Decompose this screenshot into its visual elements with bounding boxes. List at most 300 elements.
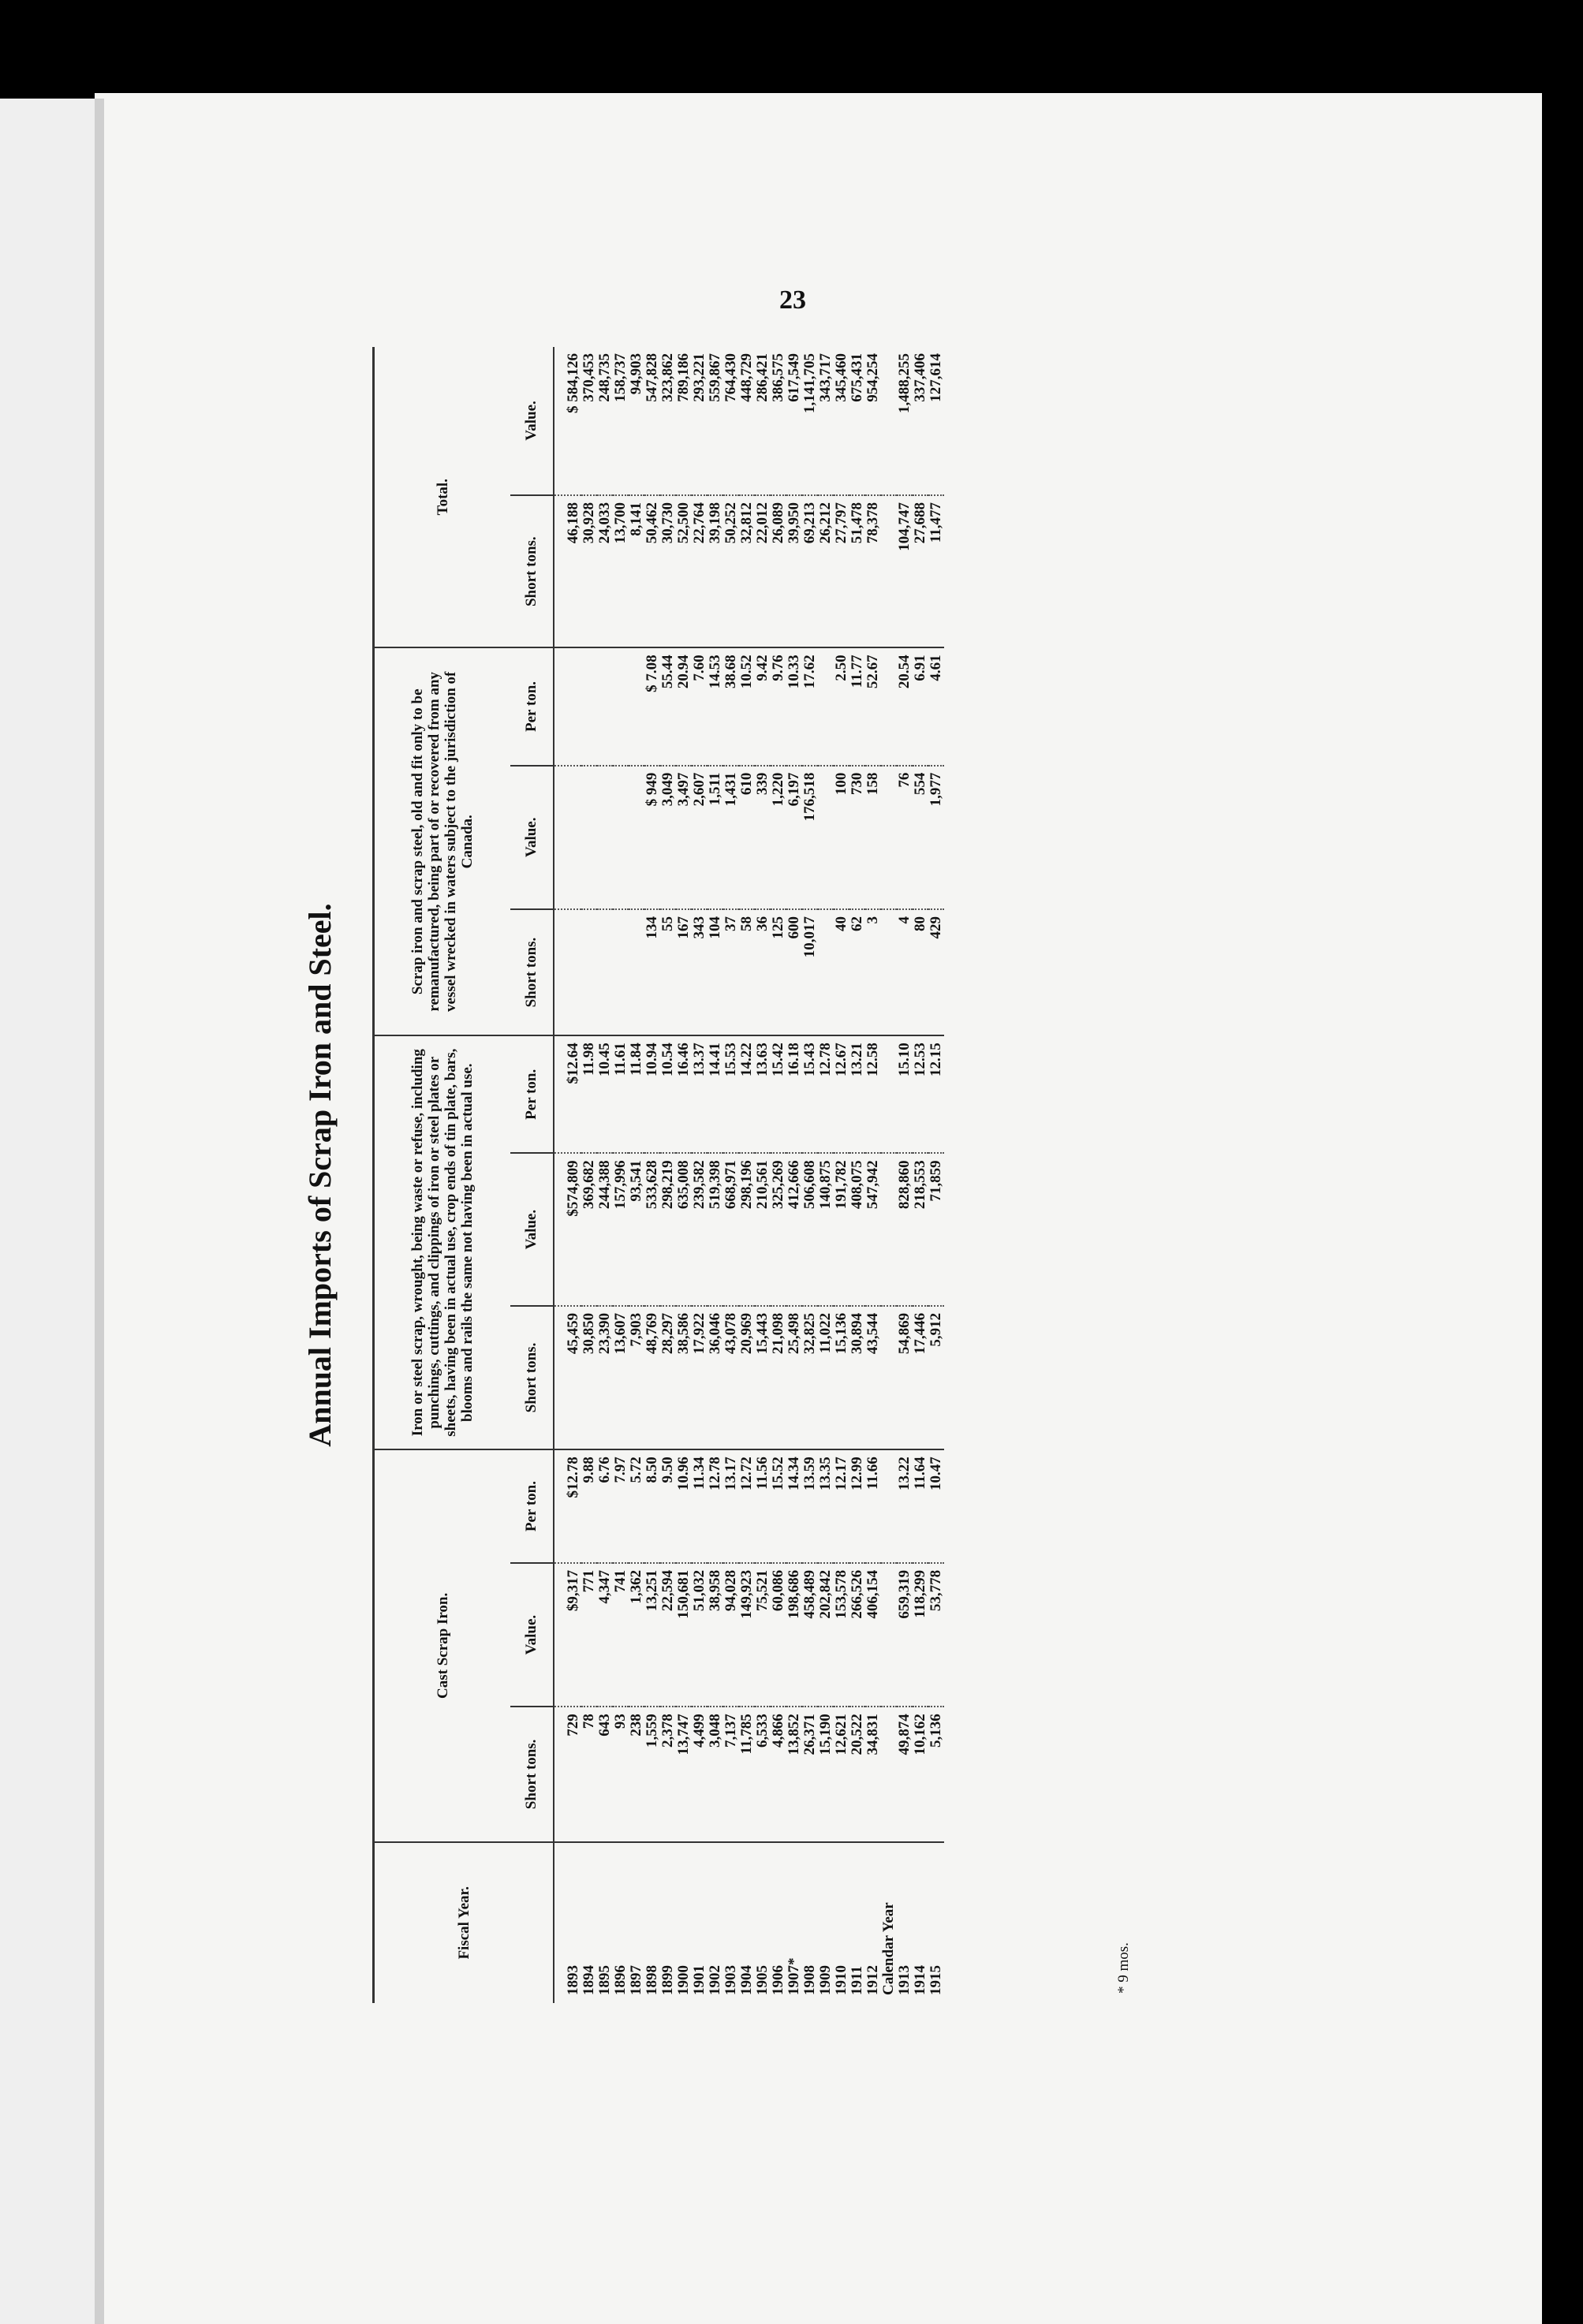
wrought-value-cell: 325,269 bbox=[771, 1153, 786, 1305]
wrought-per-ton-cell: 12.67 bbox=[834, 1035, 849, 1153]
cast-short-tons-cell: 49,874 bbox=[897, 1707, 913, 1841]
wrought-short-tons-cell: 15,443 bbox=[755, 1306, 771, 1449]
wrought-per-ton-cell: 12.15 bbox=[928, 1035, 944, 1153]
left-page-edge bbox=[0, 99, 95, 2324]
reman-short-tons-cell: 40 bbox=[834, 909, 849, 1035]
reman-short-tons-cell: 4 bbox=[897, 909, 913, 1035]
reman-value-cell: 158 bbox=[865, 766, 881, 909]
total-short-tons-cell: 32,812 bbox=[739, 495, 755, 647]
wrought-short-tons-cell: 38,586 bbox=[676, 1306, 692, 1449]
wrought-short-tons-header: Short tons. bbox=[510, 1306, 554, 1449]
year-cell: 1893 bbox=[565, 1965, 581, 1995]
reman-short-tons-cell bbox=[554, 909, 581, 1035]
cast-value-cell: 94,028 bbox=[723, 1563, 739, 1707]
imports-table bbox=[372, 347, 944, 2003]
total-short-tons-cell: 69,213 bbox=[802, 495, 818, 647]
total-short-tons-cell: 50,462 bbox=[644, 495, 660, 647]
wrought-short-tons-cell: 23,390 bbox=[597, 1306, 613, 1449]
cast-value-cell: 4,347 bbox=[597, 1563, 613, 1707]
reman-per-ton-cell bbox=[554, 647, 581, 765]
wrought-value-cell: $574,809 bbox=[554, 1153, 581, 1305]
year-cell: 1897 bbox=[628, 1965, 644, 1995]
wrought-value-cell bbox=[881, 1153, 897, 1305]
fiscal-year-header: Fiscal Year. bbox=[374, 1842, 554, 2003]
cast-short-tons-cell: 6,533 bbox=[755, 1707, 771, 1841]
total-value-cell: 547,828 bbox=[644, 347, 660, 495]
cast-value-cell: 51,032 bbox=[692, 1563, 707, 1707]
reman-value-cell: 339 bbox=[755, 766, 771, 909]
reman-per-ton-cell: 52.67 bbox=[865, 647, 881, 765]
cast-per-ton-cell: 9.88 bbox=[581, 1449, 597, 1563]
wrought-value-cell: 533,628 bbox=[644, 1153, 660, 1305]
wrought-short-tons-cell: 20,969 bbox=[739, 1306, 755, 1449]
year-cell: 1912 bbox=[864, 1965, 881, 1995]
wrought-value-cell: 506,608 bbox=[802, 1153, 818, 1305]
wrought-per-ton-cell: 15.43 bbox=[802, 1035, 818, 1153]
reman-short-tons-header: Short tons. bbox=[510, 909, 554, 1035]
cast-per-ton-cell: 13.35 bbox=[818, 1449, 834, 1563]
cast-value-cell: 60,086 bbox=[771, 1563, 786, 1707]
wrought-per-ton-cell: 16.46 bbox=[676, 1035, 692, 1153]
year-cell: 1899 bbox=[659, 1965, 676, 1995]
total-short-tons-cell: 46,188 bbox=[554, 495, 581, 647]
total-value-header: Value. bbox=[510, 347, 554, 495]
table-row bbox=[739, 347, 755, 2003]
reman-value-cell bbox=[629, 766, 644, 909]
cast-short-tons-cell: 26,371 bbox=[802, 1707, 818, 1841]
reman-value-cell: 3,049 bbox=[660, 766, 676, 909]
reman-value-header: Value. bbox=[510, 766, 554, 909]
reman-per-ton-cell: 9.42 bbox=[755, 647, 771, 765]
table-row bbox=[771, 347, 786, 2003]
table-row bbox=[660, 347, 676, 2003]
total-short-tons-cell: 51,478 bbox=[849, 495, 865, 647]
reman-short-tons-cell: 62 bbox=[849, 909, 865, 1035]
reman-short-tons-cell: 58 bbox=[739, 909, 755, 1035]
reman-short-tons-cell: 600 bbox=[786, 909, 802, 1035]
wrought-per-ton-cell: 11.84 bbox=[629, 1035, 644, 1153]
wrought-short-tons-cell: 30,850 bbox=[581, 1306, 597, 1449]
reman-per-ton-cell: 10.52 bbox=[739, 647, 755, 765]
wrought-per-ton-cell: 11.98 bbox=[581, 1035, 597, 1153]
wrought-value-cell: 239,582 bbox=[692, 1153, 707, 1305]
cast-value-cell: 266,526 bbox=[849, 1563, 865, 1707]
total-value-cell: 293,221 bbox=[692, 347, 707, 495]
table-row bbox=[644, 347, 660, 2003]
total-value-cell: 286,421 bbox=[755, 347, 771, 495]
cast-short-tons-cell: 643 bbox=[597, 1707, 613, 1841]
cast-value-cell: 118,299 bbox=[913, 1563, 928, 1707]
wrought-per-ton-cell: 11.61 bbox=[613, 1035, 629, 1153]
cast-short-tons-cell: 93 bbox=[613, 1707, 629, 1841]
total-value-cell: 559,867 bbox=[707, 347, 723, 495]
wrought-short-tons-cell: 45,459 bbox=[554, 1306, 581, 1449]
wrought-per-ton-cell: 10.45 bbox=[597, 1035, 613, 1153]
total-value-cell: 617,549 bbox=[786, 347, 802, 495]
year-cell: 1913 bbox=[896, 1965, 913, 1995]
total-value-cell: 337,406 bbox=[913, 347, 928, 495]
cast-value-cell: 659,319 bbox=[897, 1563, 913, 1707]
reman-value-cell bbox=[613, 766, 629, 909]
reman-per-ton-cell bbox=[581, 647, 597, 765]
cast-per-ton-cell: 10.96 bbox=[676, 1449, 692, 1563]
reman-short-tons-cell: 167 bbox=[676, 909, 692, 1035]
year-cell: 1914 bbox=[912, 1965, 928, 1995]
table-row bbox=[554, 347, 581, 2003]
wrought-short-tons-cell: 17,922 bbox=[692, 1306, 707, 1449]
table-row bbox=[881, 347, 897, 2003]
reman-short-tons-cell bbox=[818, 909, 834, 1035]
page-title: Annual Imports of Scrap Iron and Steel. bbox=[302, 903, 338, 1447]
cast-per-ton-cell: $12.78 bbox=[554, 1449, 581, 1563]
cast-value-header: Value. bbox=[510, 1563, 554, 1707]
reman-value-cell: 1,977 bbox=[928, 766, 944, 909]
cast-value-cell: $9,317 bbox=[554, 1563, 581, 1707]
reman-short-tons-cell: 37 bbox=[723, 909, 739, 1035]
cast-per-ton-cell: 12.72 bbox=[739, 1449, 755, 1563]
total-short-tons-cell: 22,012 bbox=[755, 495, 771, 647]
wrought-short-tons-cell: 43,544 bbox=[865, 1306, 881, 1449]
reman-value-cell: 1,220 bbox=[771, 766, 786, 909]
reman-value-cell: 76 bbox=[897, 766, 913, 909]
wrought-scrap-header: Iron or steel scrap, wrought, being waste or refuse, including punchings, cuttings, and clippings of iron or steel plates or sheets, having been in actual use, crop ends of tin plate, bars, blooms and rails the same not having been in actual use. bbox=[374, 1035, 511, 1449]
wrought-value-cell: 71,859 bbox=[928, 1153, 944, 1305]
wrought-value-cell: 408,075 bbox=[849, 1153, 865, 1305]
table-row bbox=[692, 347, 707, 2003]
wrought-value-cell: 635,008 bbox=[676, 1153, 692, 1305]
cast-short-tons-cell: 3,048 bbox=[707, 1707, 723, 1841]
total-short-tons-cell: 24,033 bbox=[597, 495, 613, 647]
wrought-per-ton-cell: 12.53 bbox=[913, 1035, 928, 1153]
cast-short-tons-cell: 10,162 bbox=[913, 1707, 928, 1841]
cast-scrap-header: Cast Scrap Iron. bbox=[374, 1449, 511, 1841]
cast-value-cell: 198,686 bbox=[786, 1563, 802, 1707]
cast-value-cell: 150,681 bbox=[676, 1563, 692, 1707]
total-short-tons-cell: 30,928 bbox=[581, 495, 597, 647]
wrought-per-ton-cell: 10.94 bbox=[644, 1035, 660, 1153]
wrought-value-cell: 519,398 bbox=[707, 1153, 723, 1305]
total-value-cell: 343,717 bbox=[818, 347, 834, 495]
wrought-per-ton-cell: 12.58 bbox=[865, 1035, 881, 1153]
reman-short-tons-cell: 80 bbox=[913, 909, 928, 1035]
wrought-value-cell: 157,996 bbox=[613, 1153, 629, 1305]
reman-value-cell bbox=[554, 766, 581, 909]
wrought-value-cell: 412,666 bbox=[786, 1153, 802, 1305]
reman-per-ton-cell: 20.54 bbox=[897, 647, 913, 765]
cast-value-cell bbox=[881, 1563, 897, 1707]
total-short-tons-cell: 50,252 bbox=[723, 495, 739, 647]
cast-per-ton-cell: 13.59 bbox=[802, 1449, 818, 1563]
wrought-per-ton-cell: 10.54 bbox=[660, 1035, 676, 1153]
cast-per-ton-cell bbox=[881, 1449, 897, 1563]
total-value-cell: 386,575 bbox=[771, 347, 786, 495]
table-row bbox=[581, 347, 597, 2003]
reman-value-cell: 554 bbox=[913, 766, 928, 909]
wrought-per-ton-cell: 14.22 bbox=[739, 1035, 755, 1153]
table-row bbox=[802, 347, 818, 2003]
reman-per-ton-cell bbox=[629, 647, 644, 765]
wrought-per-ton-cell: 12.78 bbox=[818, 1035, 834, 1153]
cast-per-ton-cell: 14.34 bbox=[786, 1449, 802, 1563]
table-row bbox=[897, 347, 913, 2003]
table-row bbox=[629, 347, 644, 2003]
wrought-short-tons-cell: 21,098 bbox=[771, 1306, 786, 1449]
reman-value-cell bbox=[818, 766, 834, 909]
year-cell: Calendar Year bbox=[880, 1902, 897, 1995]
table-row bbox=[928, 347, 944, 2003]
reman-per-ton-cell: 17.62 bbox=[802, 647, 818, 765]
wrought-value-cell: 93,541 bbox=[629, 1153, 644, 1305]
wrought-short-tons-cell: 30,894 bbox=[849, 1306, 865, 1449]
wrought-per-ton-header: Per ton. bbox=[510, 1035, 554, 1153]
cast-per-ton-cell: 12.17 bbox=[834, 1449, 849, 1563]
cast-per-ton-cell: 11.66 bbox=[865, 1449, 881, 1563]
cast-value-cell: 1,362 bbox=[629, 1563, 644, 1707]
total-value-cell: $ 584,126 bbox=[554, 347, 581, 495]
reman-short-tons-cell: 10,017 bbox=[802, 909, 818, 1035]
reman-short-tons-cell: 343 bbox=[692, 909, 707, 1035]
wrought-per-ton-cell: 15.42 bbox=[771, 1035, 786, 1153]
table-row bbox=[913, 347, 928, 2003]
total-value-cell bbox=[881, 347, 897, 495]
total-short-tons-cell: 39,198 bbox=[707, 495, 723, 647]
reman-per-ton-header: Per ton. bbox=[510, 647, 554, 765]
wrought-value-cell: 298,219 bbox=[660, 1153, 676, 1305]
wrought-value-cell: 140,875 bbox=[818, 1153, 834, 1305]
wrought-per-ton-cell: 15.53 bbox=[723, 1035, 739, 1153]
cast-value-cell: 741 bbox=[613, 1563, 629, 1707]
cast-short-tons-cell: 13,852 bbox=[786, 1707, 802, 1841]
cast-value-cell: 458,489 bbox=[802, 1563, 818, 1707]
cast-short-tons-cell: 13,747 bbox=[676, 1707, 692, 1841]
total-value-cell: 323,862 bbox=[660, 347, 676, 495]
cast-short-tons-cell: 12,621 bbox=[834, 1707, 849, 1841]
reman-value-cell bbox=[597, 766, 613, 909]
table-row bbox=[723, 347, 739, 2003]
reman-value-cell: 176,518 bbox=[802, 766, 818, 909]
wrought-short-tons-cell bbox=[881, 1306, 897, 1449]
wrought-short-tons-cell: 13,607 bbox=[613, 1306, 629, 1449]
year-cell: 1905 bbox=[754, 1965, 771, 1995]
table-row bbox=[613, 347, 629, 2003]
total-short-tons-cell: 39,950 bbox=[786, 495, 802, 647]
page-gutter bbox=[95, 99, 104, 2324]
table-row bbox=[849, 347, 865, 2003]
cast-short-tons-cell: 5,136 bbox=[928, 1707, 944, 1841]
reman-value-cell: 2,607 bbox=[692, 766, 707, 909]
reman-per-ton-cell bbox=[818, 647, 834, 765]
total-value-cell: 370,453 bbox=[581, 347, 597, 495]
cast-value-cell: 38,958 bbox=[707, 1563, 723, 1707]
year-cell: 1902 bbox=[707, 1965, 723, 1995]
cast-short-tons-cell: 2,378 bbox=[660, 1707, 676, 1841]
table-row bbox=[755, 347, 771, 2003]
cast-short-tons-cell: 1,559 bbox=[644, 1707, 660, 1841]
year-cell: 1907* bbox=[786, 1957, 802, 1995]
wrought-value-cell: 210,561 bbox=[755, 1153, 771, 1305]
wrought-short-tons-cell: 48,769 bbox=[644, 1306, 660, 1449]
cast-per-ton-cell: 11.64 bbox=[913, 1449, 928, 1563]
wrought-value-cell: 298,196 bbox=[739, 1153, 755, 1305]
reman-value-cell bbox=[581, 766, 597, 909]
reman-short-tons-cell bbox=[629, 909, 644, 1035]
reman-per-ton-cell: 9.76 bbox=[771, 647, 786, 765]
total-header: Total. bbox=[374, 347, 511, 647]
reman-per-ton-cell: 2.50 bbox=[834, 647, 849, 765]
wrought-per-ton-cell bbox=[881, 1035, 897, 1153]
cast-value-cell: 22,594 bbox=[660, 1563, 676, 1707]
total-short-tons-cell: 52,500 bbox=[676, 495, 692, 647]
wrought-short-tons-cell: 15,136 bbox=[834, 1306, 849, 1449]
wrought-value-cell: 191,782 bbox=[834, 1153, 849, 1305]
cast-short-tons-cell bbox=[881, 1707, 897, 1841]
cast-per-ton-cell: 13.22 bbox=[897, 1449, 913, 1563]
reman-value-cell: $ 949 bbox=[644, 766, 660, 909]
cast-per-ton-cell: 11.56 bbox=[755, 1449, 771, 1563]
cast-per-ton-cell: 5.72 bbox=[629, 1449, 644, 1563]
wrought-per-ton-cell: 15.10 bbox=[897, 1035, 913, 1153]
table-row bbox=[597, 347, 613, 2003]
remanufacture-scrap-header: Scrap iron and scrap steel, old and fit only to be remanufactured, being part of or recovered from any vessel wrecked in waters subject to the jurisdiction of Canada. bbox=[374, 647, 511, 1035]
year-cell: 1909 bbox=[817, 1965, 834, 1995]
cast-value-cell: 771 bbox=[581, 1563, 597, 1707]
cast-per-ton-cell: 11.34 bbox=[692, 1449, 707, 1563]
year-cell: 1906 bbox=[770, 1965, 786, 1995]
table-row bbox=[676, 347, 692, 2003]
reman-per-ton-cell: $ 7.08 bbox=[644, 647, 660, 765]
total-value-cell: 675,431 bbox=[849, 347, 865, 495]
cast-short-tons-header: Short tons. bbox=[510, 1707, 554, 1841]
cast-short-tons-cell: 238 bbox=[629, 1707, 644, 1841]
reman-value-cell: 3,497 bbox=[676, 766, 692, 909]
total-value-cell: 345,460 bbox=[834, 347, 849, 495]
reman-short-tons-cell bbox=[597, 909, 613, 1035]
total-value-cell: 94,903 bbox=[629, 347, 644, 495]
table-row bbox=[707, 347, 723, 2003]
wrought-per-ton-cell: 13.37 bbox=[692, 1035, 707, 1153]
cast-value-cell: 53,778 bbox=[928, 1563, 944, 1707]
year-cell: 1898 bbox=[644, 1965, 660, 1995]
table-body bbox=[554, 347, 944, 2003]
wrought-per-ton-cell: 16.18 bbox=[786, 1035, 802, 1153]
cast-value-cell: 202,842 bbox=[818, 1563, 834, 1707]
reman-value-cell: 610 bbox=[739, 766, 755, 909]
cast-per-ton-cell: 6.76 bbox=[597, 1449, 613, 1563]
cast-short-tons-cell: 4,866 bbox=[771, 1707, 786, 1841]
cast-short-tons-cell: 7,137 bbox=[723, 1707, 739, 1841]
wrought-short-tons-cell: 11,022 bbox=[818, 1306, 834, 1449]
total-short-tons-cell: 27,688 bbox=[913, 495, 928, 647]
reman-value-cell bbox=[881, 766, 897, 909]
total-value-cell: 248,735 bbox=[597, 347, 613, 495]
wrought-value-cell: 828,860 bbox=[897, 1153, 913, 1305]
total-value-cell: 954,254 bbox=[865, 347, 881, 495]
total-value-cell: 448,729 bbox=[739, 347, 755, 495]
cast-value-cell: 149,923 bbox=[739, 1563, 755, 1707]
reman-per-ton-cell: 11.77 bbox=[849, 647, 865, 765]
reman-per-ton-cell: 55.44 bbox=[660, 647, 676, 765]
reman-short-tons-cell: 3 bbox=[865, 909, 881, 1035]
wrought-short-tons-cell: 17,446 bbox=[913, 1306, 928, 1449]
reman-per-ton-cell bbox=[613, 647, 629, 765]
total-short-tons-cell: 8,141 bbox=[629, 495, 644, 647]
year-cell: 1904 bbox=[738, 1965, 755, 1995]
wrought-per-ton-cell: 13.63 bbox=[755, 1035, 771, 1153]
wrought-short-tons-cell: 54,869 bbox=[897, 1306, 913, 1449]
cast-value-cell: 13,251 bbox=[644, 1563, 660, 1707]
total-value-cell: 1,141,705 bbox=[802, 347, 818, 495]
reman-short-tons-cell: 429 bbox=[928, 909, 944, 1035]
total-short-tons-cell: 27,797 bbox=[834, 495, 849, 647]
wrought-short-tons-cell: 25,498 bbox=[786, 1306, 802, 1449]
reman-short-tons-cell: 55 bbox=[660, 909, 676, 1035]
reman-value-cell: 6,197 bbox=[786, 766, 802, 909]
reman-short-tons-cell bbox=[881, 909, 897, 1035]
cast-short-tons-cell: 729 bbox=[554, 1707, 581, 1841]
reman-short-tons-cell bbox=[581, 909, 597, 1035]
reman-per-ton-cell: 20.94 bbox=[676, 647, 692, 765]
year-cell: 1910 bbox=[833, 1965, 849, 1995]
year-cell: 1894 bbox=[581, 1965, 597, 1995]
page-number: 23 bbox=[779, 285, 806, 315]
cast-per-ton-cell: 12.99 bbox=[849, 1449, 865, 1563]
cast-per-ton-cell: 12.78 bbox=[707, 1449, 723, 1563]
total-value-cell: 158,737 bbox=[613, 347, 629, 495]
cast-value-cell: 75,521 bbox=[755, 1563, 771, 1707]
cast-per-ton-cell: 15.52 bbox=[771, 1449, 786, 1563]
cast-per-ton-cell: 8.50 bbox=[644, 1449, 660, 1563]
cast-value-cell: 153,578 bbox=[834, 1563, 849, 1707]
total-short-tons-header: Short tons. bbox=[510, 495, 554, 647]
year-cell: 1896 bbox=[612, 1965, 629, 1995]
total-value-cell: 764,430 bbox=[723, 347, 739, 495]
reman-short-tons-cell: 104 bbox=[707, 909, 723, 1035]
wrought-value-cell: 547,942 bbox=[865, 1153, 881, 1305]
total-short-tons-cell: 78,378 bbox=[865, 495, 881, 647]
reman-value-cell: 100 bbox=[834, 766, 849, 909]
reman-per-ton-cell bbox=[597, 647, 613, 765]
year-cell: 1903 bbox=[722, 1965, 739, 1995]
table-row bbox=[865, 347, 881, 2003]
cast-short-tons-cell: 11,785 bbox=[739, 1707, 755, 1841]
wrought-short-tons-cell: 43,078 bbox=[723, 1306, 739, 1449]
wrought-short-tons-cell: 36,046 bbox=[707, 1306, 723, 1449]
total-short-tons-cell bbox=[881, 495, 897, 647]
reman-per-ton-cell: 10.33 bbox=[786, 647, 802, 765]
wrought-short-tons-cell: 32,825 bbox=[802, 1306, 818, 1449]
wrought-short-tons-cell: 5,912 bbox=[928, 1306, 944, 1449]
wrought-value-cell: 369,682 bbox=[581, 1153, 597, 1305]
table-row bbox=[818, 347, 834, 2003]
footnote: * 9 mos. bbox=[1115, 1942, 1132, 1994]
wrought-per-ton-cell: 14.41 bbox=[707, 1035, 723, 1153]
total-short-tons-cell: 22,764 bbox=[692, 495, 707, 647]
reman-short-tons-cell: 134 bbox=[644, 909, 660, 1035]
wrought-value-header: Value. bbox=[510, 1153, 554, 1305]
cast-short-tons-cell: 20,522 bbox=[849, 1707, 865, 1841]
reman-per-ton-cell: 4.61 bbox=[928, 647, 944, 765]
cast-per-ton-header: Per ton. bbox=[510, 1449, 554, 1563]
wrought-short-tons-cell: 7,903 bbox=[629, 1306, 644, 1449]
wrought-value-cell: 668,971 bbox=[723, 1153, 739, 1305]
total-short-tons-cell: 26,089 bbox=[771, 495, 786, 647]
wrought-short-tons-cell: 28,297 bbox=[660, 1306, 676, 1449]
cast-short-tons-cell: 78 bbox=[581, 1707, 597, 1841]
reman-value-cell: 1,431 bbox=[723, 766, 739, 909]
wrought-value-cell: 218,553 bbox=[913, 1153, 928, 1305]
wrought-per-ton-cell: 13.21 bbox=[849, 1035, 865, 1153]
reman-short-tons-cell bbox=[613, 909, 629, 1035]
